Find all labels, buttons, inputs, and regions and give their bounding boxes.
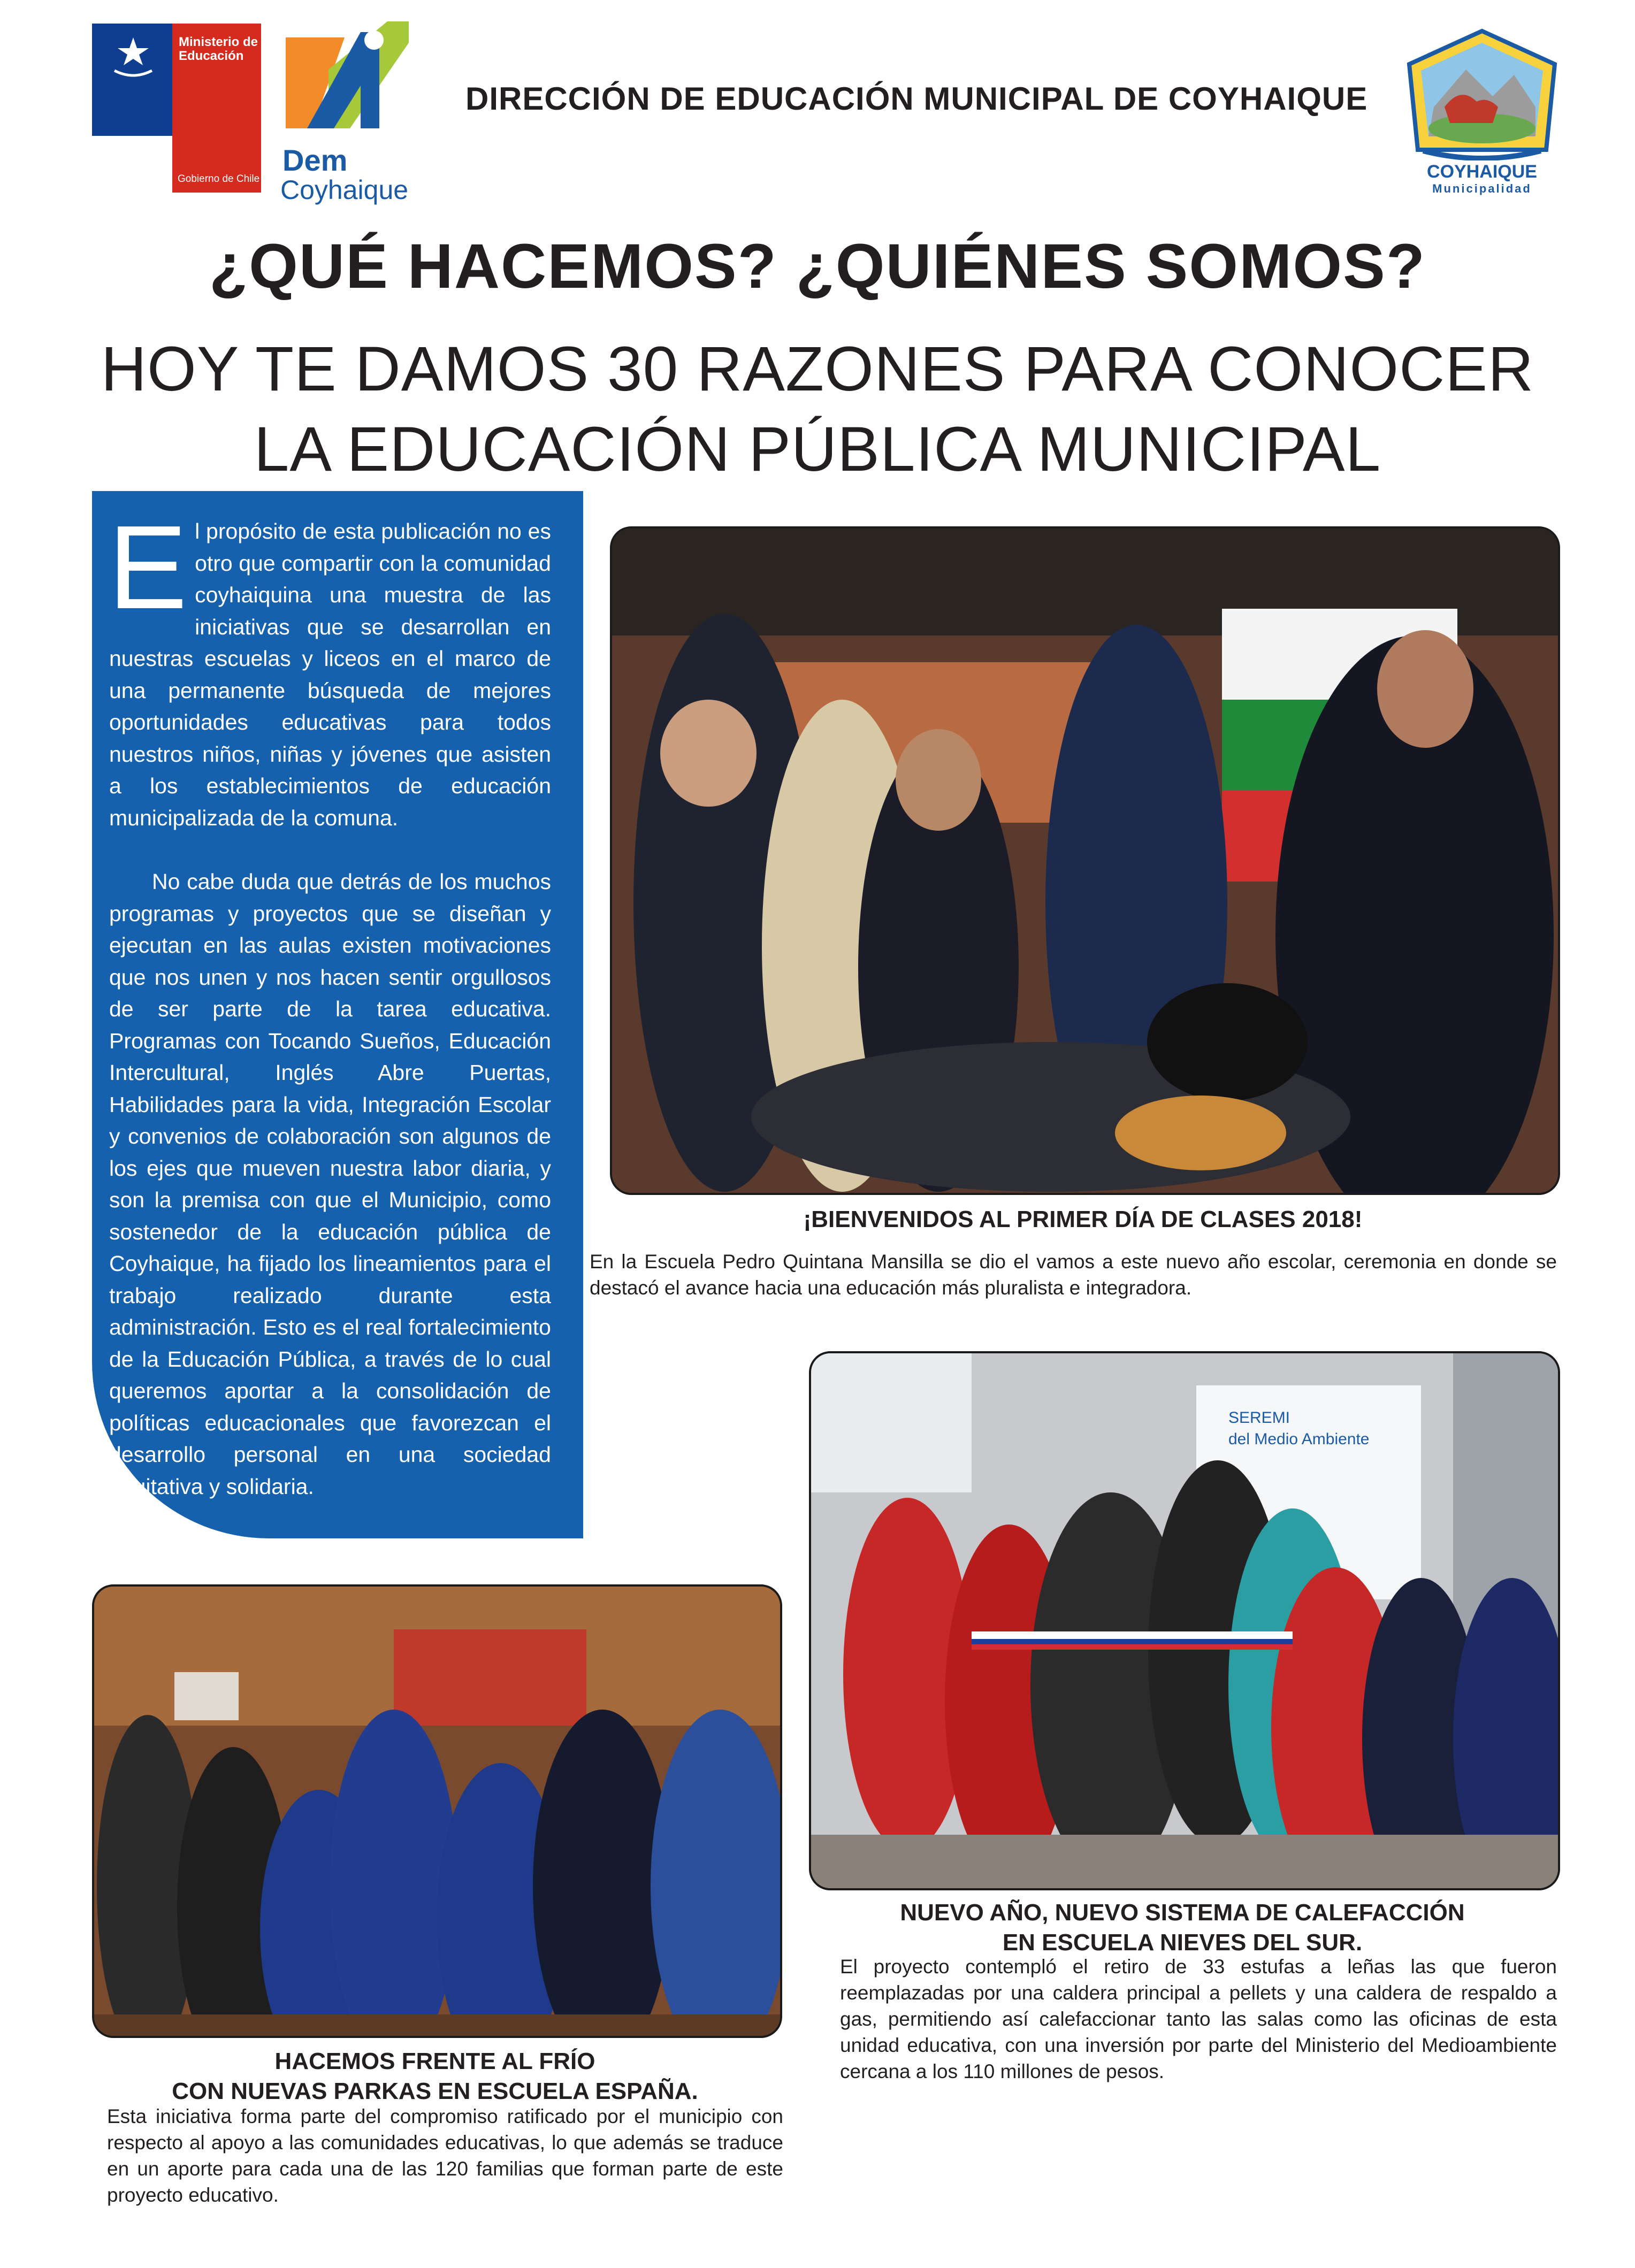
photo-primer-dia-clases	[610, 526, 1560, 1195]
dem-logo-word: Dem	[282, 143, 348, 177]
story-3-title-line2: CON NUEVAS PARKAS EN ESCUELA ESPAÑA.	[172, 2078, 698, 2104]
municipalidad-coyhaique-logo	[1402, 27, 1562, 198]
intro-paragraph-1: l propósito de esta publicación no es otro que compartir con la comunidad coyhaiquina una muestra de las iniciativas que se desarrollan en nuestras escuelas y liceos en el marco de una permanente búsqueda de mejores oportunidades educativas para todos nuestros niños, niñas y jóvenes que asisten a los establecimientos de educación municipalizada de la comuna.	[109, 519, 551, 830]
story-2-title-line1: NUEVO AÑO, NUEVO SISTEMA DE CALEFACCIÓN	[900, 1899, 1465, 1926]
sub-headline-line1: HOY TE DAMOS 30 RAZONES PARA CONOCER	[101, 334, 1534, 404]
photo-sign-text-2: del Medio Ambiente	[1228, 1430, 1370, 1448]
coyhaique-shield-icon	[1402, 27, 1562, 160]
story-2-text: El proyecto contempló el retiro de 33 estufas a leñas las que fueron reemplazadas por una caldera principal a pellets y una caldera de respaldo a gas, permitiendo así calefaccionar tanto las salas como las oficinas de esta unidad educativa, con una inversión por parte del Ministerio del Medioambiente cercana a los 110 millones de pesos.	[840, 1956, 1557, 2082]
muni-logo-sub: Municipalidad	[1432, 182, 1532, 195]
photo-sign-text: SEREMI	[1228, 1409, 1290, 1427]
story-3-title-line1: HACEMOS FRENTE AL FRÍO	[274, 2048, 595, 2074]
intro-text	[108, 501, 551, 1503]
gov-logo-line3: Gobierno de Chile	[178, 173, 260, 185]
story-1-title: ¡BIENVENIDOS AL PRIMER DÍA DE CLASES 2018!	[803, 1206, 1363, 1232]
sub-headline	[0, 329, 1635, 489]
sub-headline-line2: LA EDUCACIÓN PÚBLICA MUNICIPAL	[254, 414, 1381, 485]
gov-logo-line2: Educación	[179, 49, 244, 63]
muni-logo-name: COYHAIQUE	[1427, 162, 1537, 182]
story-1-text: En la Escuela Pedro Quintana Mansilla se dio el vamos a este nuevo año escolar, ceremonia en donde se destacó el avance hacia una educación más pluralista e integradora.	[590, 1251, 1557, 1299]
intro-panel	[92, 491, 583, 1538]
ministerio-educacion-logo	[92, 24, 261, 193]
story-2-title	[809, 1898, 1556, 1958]
dem-logo-city: Coyhaique	[280, 175, 409, 205]
header-title: DIRECCIÓN DE EDUCACIÓN MUNICIPAL DE COYHAIQUE	[465, 81, 1368, 117]
photo-calefaccion-nieves-del-sur	[809, 1351, 1560, 1890]
main-headline: ¿QUÉ HACEMOS? ¿QUIÉNES SOMOS?	[209, 231, 1426, 302]
story-2-title-line2: EN ESCUELA NIEVES DEL SUR.	[1002, 1929, 1363, 1956]
dem-coyhaique-logo	[280, 21, 409, 205]
story-3-title	[92, 2047, 778, 2106]
gov-logo-line1: Ministerio de	[179, 35, 258, 49]
intro-dropcap: E	[108, 501, 188, 634]
chile-coat-of-arms-icon	[104, 33, 163, 87]
dem-logo-mark	[280, 21, 409, 128]
intro-paragraph-2: No cabe duda que detrás de los muchos programas y proyectos que se diseñan y ejecutan en las aulas existen motivaciones que nos unen y nos hacen sentir orgullosos de ser parte de la tarea educativa. Programas con Tocando Sueños, Educación Intercultural, Inglés Abre Puertas, Habilidades para la vida, Integración Escolar y convenios de colaboración son algunos de los ejes que mueven nuestra labor diaria, y son la premisa con que el Municipio, como sostenedor de la educación pública de Coyhaique, ha fijado los lineamientos para el trabajo realizado durante esta administración. Esto es el real fortalecimiento de la Educación Pública, a través de lo cual queremos aportar a la consolidación de políticas educacionales que favorezcan el desarrollo personal en una sociedad equitativa y solidaria.	[109, 869, 551, 1499]
photo-parkas-escuela-espana	[92, 1584, 782, 2038]
story-3-text: Esta iniciativa forma parte del compromiso ratificado por el municipio con respecto al apoyo a las comunidades educativas, lo que además se traduce en un aporte para cada una de las 120 familias que forman parte de este proyecto educativo.	[107, 2105, 783, 2206]
